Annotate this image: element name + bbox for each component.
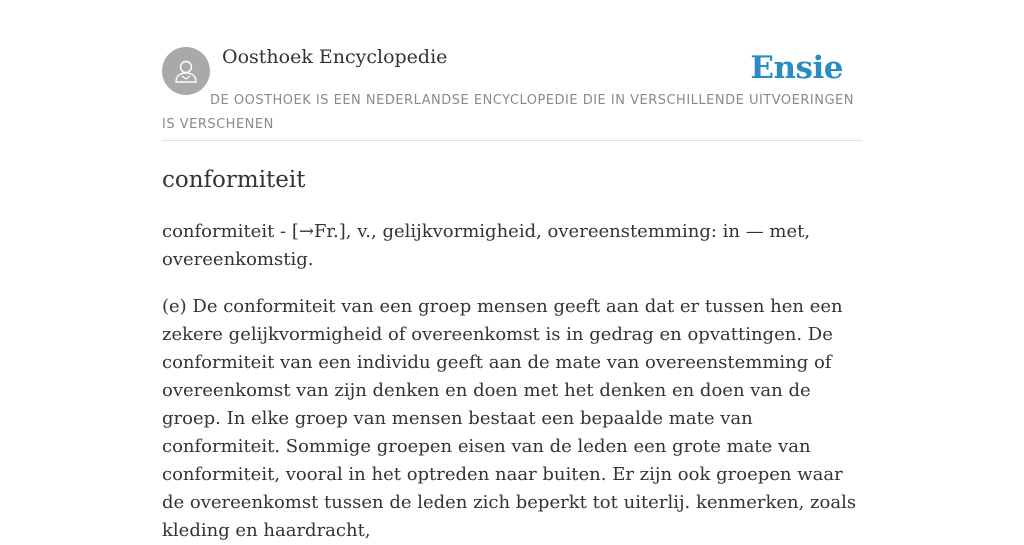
source-tagline: DE OOSTHOEK IS EEN NEDERLANDSE ENCYCLOPEDIE DIE IN VERSCHILLENDE UITVOERINGEN IS VERSCHENEN	[162, 93, 854, 132]
page-container	[162, 0, 862, 545]
brand-logo[interactable]: Ensie	[750, 50, 843, 86]
article-paragraph: (e) De conformiteit van een groep mensen geeft aan dat er tussen hen een zekere gelijkvormigheid of overeenkomst is in gedrag en opvattingen. De conformiteit van een individu geeft aan de mate van overeenstemming of overeenkomst van zijn denken en doen met het denken en doen van de groep. In elke groep van mensen bestaat een bepaalde mate van conformiteit. Sommige groepen eisen van de leden een grote mate van conformiteit, vooral in het optreden naar buiten. Er zijn ook groepen waar de overeenkomst tussen de leden zich beperkt tot uiterlij. kenmerken, zoals kleding en haardracht,	[162, 296, 857, 541]
source-header	[162, 0, 862, 141]
article-title: conformiteit	[162, 167, 306, 193]
article-paragraph: conformiteit - [→Fr.], v., gelijkvormigheid, overeenstemming: in — met, overeenkomstig.	[162, 221, 811, 270]
source-name[interactable]: Oosthoek Encyclopedie	[222, 46, 448, 68]
user-icon	[171, 56, 201, 86]
source-avatar[interactable]	[162, 47, 210, 95]
